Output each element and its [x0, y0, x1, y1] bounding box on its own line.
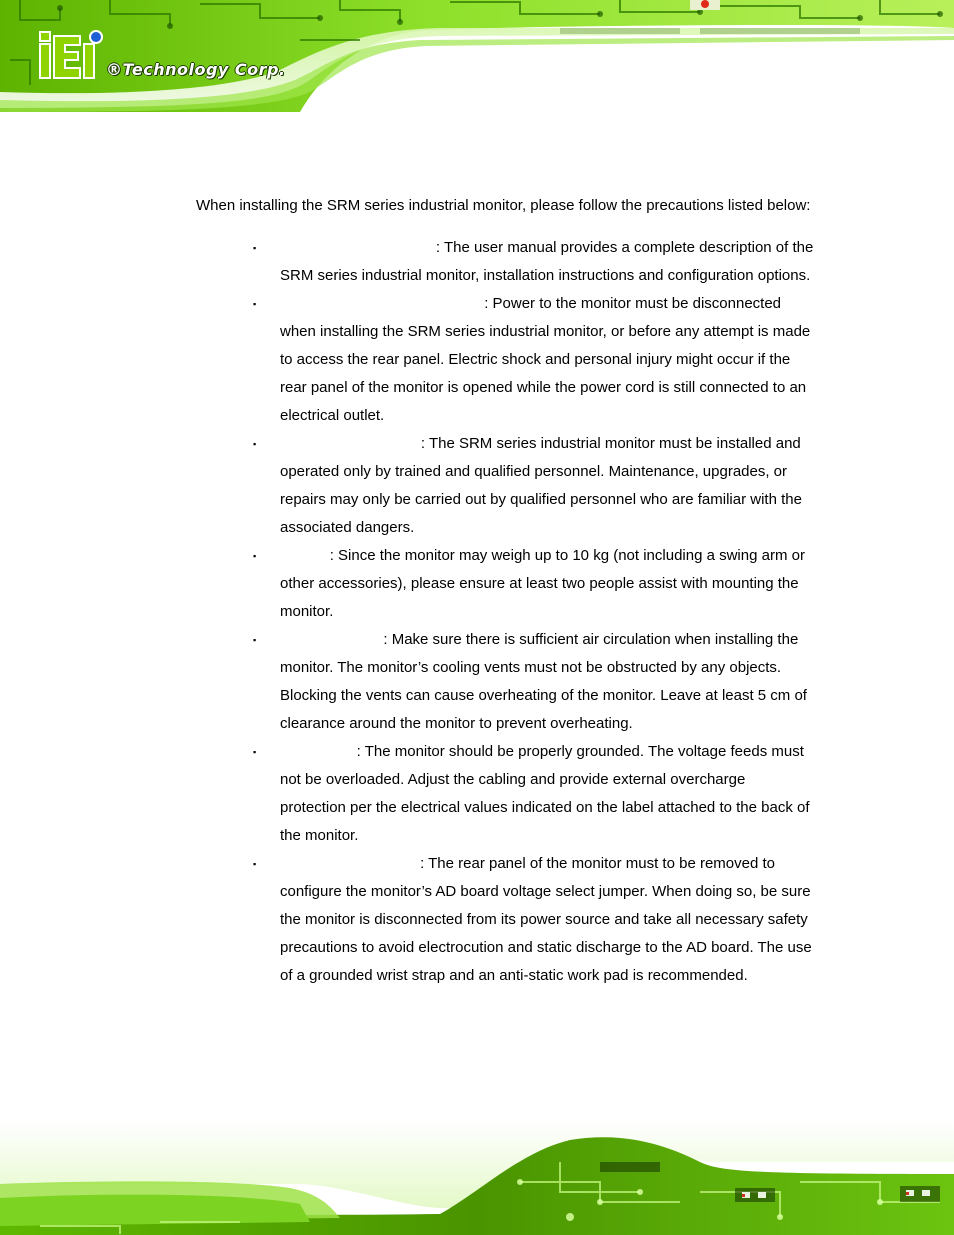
iei-logo-icon [38, 30, 108, 80]
footer-banner [0, 1122, 954, 1235]
item-text: : Since the monitor may weigh up to 10 kg (not including a swing arm or other accessories), please ensure at least two people assist with mounting the monitor. [280, 547, 805, 620]
bullet-icon: ▪ [253, 635, 257, 645]
list-item [196, 542, 814, 626]
logo-wordmark: ®Technology Corp. [106, 60, 286, 79]
list-item [196, 850, 814, 990]
item-heading [280, 239, 436, 256]
list-item [196, 234, 814, 290]
list-item [196, 430, 814, 542]
item-text: : Power to the monitor must be disconnected when installing the SRM series industrial monitor, or before any attempt is made to access the rear panel. Electric shock and personal injury might occur if the rear panel of the monitor is opened while the power cord is still connected to an electrical outlet. [280, 295, 811, 424]
item-heading [280, 743, 357, 760]
item-heading [280, 631, 383, 648]
bullet-icon: ▪ [253, 299, 257, 309]
precautions-list [196, 234, 814, 990]
list-item [196, 290, 814, 430]
item-heading [280, 295, 484, 312]
bullet-icon: ▪ [253, 439, 257, 449]
header-banner [0, 0, 954, 112]
list-item [196, 626, 814, 738]
bullet-icon: ▪ [253, 747, 257, 757]
page-content [196, 192, 814, 990]
intro-paragraph: When installing the SRM series industrial monitor, please follow the precautions listed below: [196, 197, 811, 214]
company-logo [38, 30, 298, 82]
bullet-icon: ▪ [253, 551, 257, 561]
bullet-icon: ▪ [253, 243, 257, 253]
item-heading [280, 547, 330, 564]
item-heading [280, 435, 421, 452]
list-item [196, 738, 814, 850]
item-text: : Make sure there is sufficient air circulation when installing the monitor. The monitor’s cooling vents must not be obstructed by any objects. Blocking the vents can cause overheating of the monitor. Leave at least 5 cm of clearance around the monitor to prevent overheating. [280, 631, 807, 732]
item-text: : The monitor should be properly grounded. The voltage feeds must not be overloaded. Adjust the cabling and provide external overcharge protection per the electrical values indicated on the label attached to the back of the monitor. [280, 743, 810, 844]
item-text: : The SRM series industrial monitor must be installed and operated only by trained and qualified personnel. Maintenance, upgrades, or repairs may only be carried out by qualified personnel who are familiar with the associated dangers. [280, 435, 802, 536]
item-text: : The rear panel of the monitor must to be removed to configure the monitor’s AD board voltage select jumper. When doing so, be sure the monitor is disconnected from its power source and take all necessary safety precautions to avoid electrocution and static discharge to the AD board. The use of a grounded wrist strap and an anti-static work pad is recommended. [280, 855, 812, 984]
circuit-board-footer-graphic [0, 1122, 954, 1235]
item-heading [280, 855, 420, 872]
item-text: : The user manual provides a complete description of the SRM series industrial monitor, installation instructions and configuration options. [280, 239, 814, 284]
bullet-icon: ▪ [253, 859, 257, 869]
